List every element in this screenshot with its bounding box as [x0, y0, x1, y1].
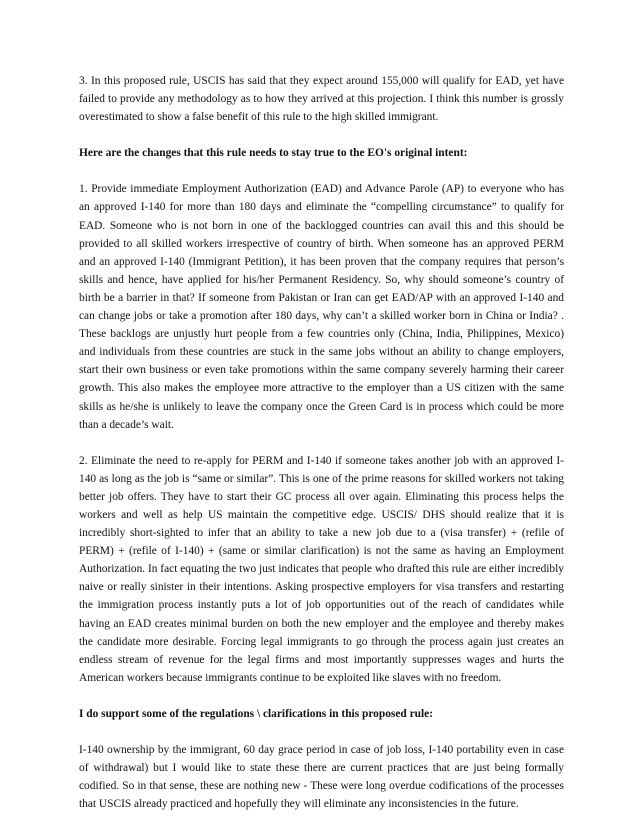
heading-support: I do support some of the regulations \ clarifications in this proposed rule: [79, 707, 433, 720]
paragraph-support-details: I-140 ownership by the immigrant, 60 day grace period in case of job loss, I-140 portability even in case of withdrawal) but I would like to state these there are current practices that are just being formally codified. So in that sense, these are nothing new - These were long overdue codifications of the processes that USCIS already practiced and hopefully they will eliminate any inconsistencies in the future. [79, 744, 564, 811]
paragraph-gap [79, 687, 564, 705]
heading-changes: Here are the changes that this rule needs to stay true to the EO's original intent: [79, 147, 468, 160]
paragraph-gap [79, 434, 564, 452]
paragraph-gap [79, 723, 564, 741]
paragraph-gap [79, 126, 564, 144]
paragraph-gap [79, 162, 564, 180]
paragraph-point-1: 1. Provide immediate Employment Authorization (EAD) and Advance Parole (AP) to everyone who has an approved I-140 for more than 180 days and eliminate the “compelling circumstance” to qualify for EAD. Someone who is not born in one of the backlogged countries can avail this and this should be provided to all skilled workers irrespective of country of birth. When someone has an approved PERM and an approved I-140 (Immigrant Petition), it has been proven that the company requires that person’s skills and hence, have applied for his/her Permanent Residency. So, why should someone’s country of birth be a barrier in that? If someone from Pakistan or Iran can get EAD/AP with an approved I-140 and can change jobs or take a promotion after 180 days, why can’t a skilled worker born in China or India? . These backlogs are unjustly hurt people from a few countries only (China, India, Philippines, Mexico) and individuals from these countries are stuck in the same jobs without an ability to change employers, start their own business or even take promotions within the same company severely harming their career growth. This also makes the employee more attractive to the employer than a US citizen with the same skills as he/she is unlikely to leave the company once the Green Card is in process which could be more than a decade’s wait. [79, 183, 564, 431]
paragraph-point-2: 2. Eliminate the need to re-apply for PERM and I-140 if someone takes another job with an approved I-140 as long as the job is “same or similar”. This is one of the prime reasons for skilled workers not taking better job offers. They have to start their GC process all over again. Eliminating this process helps the workers and well as help US maintain the competitive edge. USCIS/ DHS should realize that it is incredibly short-sighted to infer that an ability to take a new job due to a (visa transfer) + (refile of PERM) + (refile of I-140) + (same or similar clarification) is not the same as having an Employment Authorization. In fact equating the two just indicates that people who drafted this rule are either incredibly naive or really sinister in their intentions. Asking prospective employers for visa transfers and restarting the immigration process instantly puts a lot of job opportunities out of the reach of candidates while having an EAD creates minimal burden on both the new employer and the employee and thereby makes the candidate more desirable. Forcing legal immigrants to go through the process again just creates an endless stream of revenue for the legal firms and most importantly suppresses wages and hurts the American workers because immigrants continue to be exploited like slaves with no freedom. [79, 454, 564, 684]
paragraph-estimate: 3. In this proposed rule, USCIS has said that they expect around 155,000 will qualify for EAD, yet have failed to provide any methodology as to how they arrived at this projection. I think this number is grossly overestimated to show a false benefit of this rule to the high skilled immigrant. [79, 75, 564, 124]
